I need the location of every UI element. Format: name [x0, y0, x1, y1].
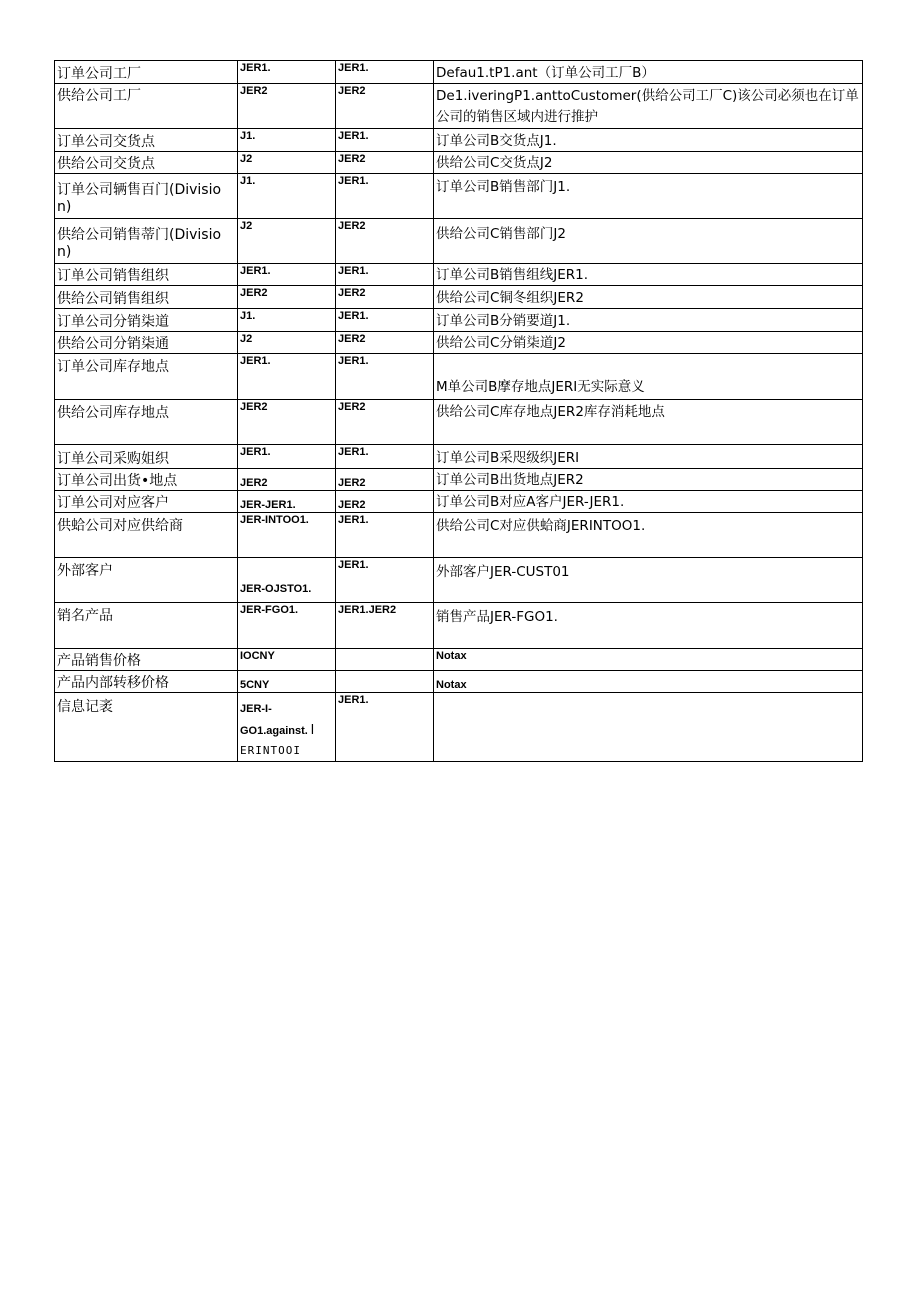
- code-cell: J1.: [238, 129, 336, 152]
- desc-cell: 订单公司B采咫级织JERI: [434, 445, 863, 469]
- code-cell: JER-JER1.: [238, 491, 336, 513]
- desc-cell: 供给公司C交货点J2: [434, 152, 863, 174]
- table-row: [55, 152, 863, 174]
- table-row: [55, 603, 863, 649]
- table-row: [55, 84, 863, 129]
- code-cell: JER2: [238, 469, 336, 491]
- row-label: 订单公司库存地点: [55, 354, 238, 400]
- code-text: GO1.against.: [240, 725, 308, 737]
- code-cell: JER1.: [336, 513, 434, 558]
- desc-cell: 订单公司B销售组线JER1.: [434, 264, 863, 286]
- row-label: 供蛤公司对应供给商: [55, 513, 238, 558]
- data-table: [54, 60, 863, 762]
- table-row: [55, 264, 863, 286]
- table-row: [55, 513, 863, 558]
- row-label: 产品销售价格: [55, 649, 238, 671]
- code-cell: JER2: [238, 84, 336, 129]
- row-label: 订单公司销售组织: [55, 264, 238, 286]
- desc-cell: Notax: [434, 649, 863, 671]
- code-cell: JER1.: [238, 61, 336, 84]
- code-cell: JER1.: [336, 174, 434, 219]
- desc-cell: 订单公司B出货地点JER2: [434, 469, 863, 491]
- table-row: [55, 286, 863, 309]
- row-label: 订单公司分销柒道: [55, 309, 238, 332]
- table-row: [55, 400, 863, 445]
- desc-cell: [434, 693, 863, 762]
- row-label: 订单公司工厂: [55, 61, 238, 84]
- code-cell: JER1.: [336, 558, 434, 603]
- table-row: [55, 445, 863, 469]
- code-cell: JER1.: [336, 129, 434, 152]
- row-label: 信息记袤: [55, 693, 238, 762]
- code-bar: l: [310, 721, 315, 737]
- code-cell: JER2: [336, 332, 434, 354]
- code-cell: JER1.: [336, 61, 434, 84]
- code-cell: JER1.: [336, 445, 434, 469]
- desc-cell: 供给公司C分销柒道J2: [434, 332, 863, 354]
- code-cell: JER2: [336, 152, 434, 174]
- code-cell: JER1.: [336, 264, 434, 286]
- code-cell: [336, 671, 434, 693]
- code-cell: JER1.: [336, 354, 434, 400]
- row-label: 供给公司销售组织: [55, 286, 238, 309]
- desc-cell: 外部客户JER-CUST01: [434, 558, 863, 603]
- code-cell: JER2: [336, 491, 434, 513]
- table-row: [55, 61, 863, 84]
- desc-cell: 供给公司C销售部门J2: [434, 219, 863, 264]
- code-line: JER-I-: [240, 703, 272, 715]
- desc-cell: 订单公司B对应A客户JER-JER1.: [434, 491, 863, 513]
- row-label: 订单公司辆售百门(Division): [55, 174, 238, 219]
- row-label: 供给公司销售蒂门(Division): [55, 219, 238, 264]
- row-label: 外部客户: [55, 558, 238, 603]
- code-cell: JER2: [336, 286, 434, 309]
- table-row: [55, 332, 863, 354]
- code-cell: IOCNY: [238, 649, 336, 671]
- table-row: [55, 219, 863, 264]
- row-label: 订单公司采购姐织: [55, 445, 238, 469]
- row-label: 供给公司库存地点: [55, 400, 238, 445]
- table-row: [55, 129, 863, 152]
- row-label: 产品内部转移价格: [55, 671, 238, 693]
- row-label: 供给公司分销柒通: [55, 332, 238, 354]
- table-row: [55, 671, 863, 693]
- code-cell: J2: [238, 152, 336, 174]
- desc-cell: 供给公司C对应供蛤商JERINTOO1.: [434, 513, 863, 558]
- code-cell: J1.: [238, 309, 336, 332]
- code-cell: 5CNY: [238, 671, 336, 693]
- table-row: [55, 309, 863, 332]
- code-cell: JER2: [238, 400, 336, 445]
- row-label: 销名产品: [55, 603, 238, 649]
- code-cell: JER1.: [238, 354, 336, 400]
- row-label: 供给公司工厂: [55, 84, 238, 129]
- code-cell: [238, 693, 336, 762]
- code-cell: JER1.: [336, 693, 434, 762]
- desc-cell: 订单公司B交货点J1.: [434, 129, 863, 152]
- table-row: [55, 469, 863, 491]
- code-cell: [336, 649, 434, 671]
- code-cell: JER1.: [238, 445, 336, 469]
- code-cell: JER2: [336, 400, 434, 445]
- table-row: [55, 649, 863, 671]
- code-cell: J2: [238, 219, 336, 264]
- code-cell: JER2: [336, 469, 434, 491]
- code-cell: JER2: [238, 286, 336, 309]
- code-cell: JER2: [336, 219, 434, 264]
- table-row: [55, 693, 863, 762]
- code-cell: JER2: [336, 84, 434, 129]
- code-cell: JER1.JER2: [336, 603, 434, 649]
- row-label: 订单公司对应客户: [55, 491, 238, 513]
- code-line: [240, 719, 333, 741]
- desc-cell: Notax: [434, 671, 863, 693]
- row-label: 订单公司交货点: [55, 129, 238, 152]
- code-cell: JER-OJSTO1.: [238, 558, 336, 603]
- desc-cell: 订单公司B分销要道J1.: [434, 309, 863, 332]
- desc-cell: De1.iveringP1.anttoCustomer(供给公司工厂C)该公司必须也在订单公司的销售区域内进行推护: [434, 84, 863, 129]
- desc-cell: M单公司B摩存地点JERI无实际意义: [434, 354, 863, 400]
- code-cell: JER-FGO1.: [238, 603, 336, 649]
- code-cell: JER-INTOO1.: [238, 513, 336, 558]
- code-cell: JER1.: [238, 264, 336, 286]
- desc-cell: 订单公司B销售部门J1.: [434, 174, 863, 219]
- table-row: [55, 491, 863, 513]
- row-label: 订单公司出货•地点: [55, 469, 238, 491]
- table-row: [55, 558, 863, 603]
- desc-cell: Defau1.tP1.ant（订单公司工厂B）: [434, 61, 863, 84]
- code-line: ERINTOOI: [240, 744, 301, 757]
- row-label: 供给公司交货点: [55, 152, 238, 174]
- desc-cell: 供给公司C库存地点JER2库存消耗地点: [434, 400, 863, 445]
- code-cell: J1.: [238, 174, 336, 219]
- table-row: [55, 174, 863, 219]
- desc-cell: 销售产品JER-FGO1.: [434, 603, 863, 649]
- desc-cell: 供给公司C铜冬组织JER2: [434, 286, 863, 309]
- code-cell: JER1.: [336, 309, 434, 332]
- code-cell: J2: [238, 332, 336, 354]
- table-row: [55, 354, 863, 400]
